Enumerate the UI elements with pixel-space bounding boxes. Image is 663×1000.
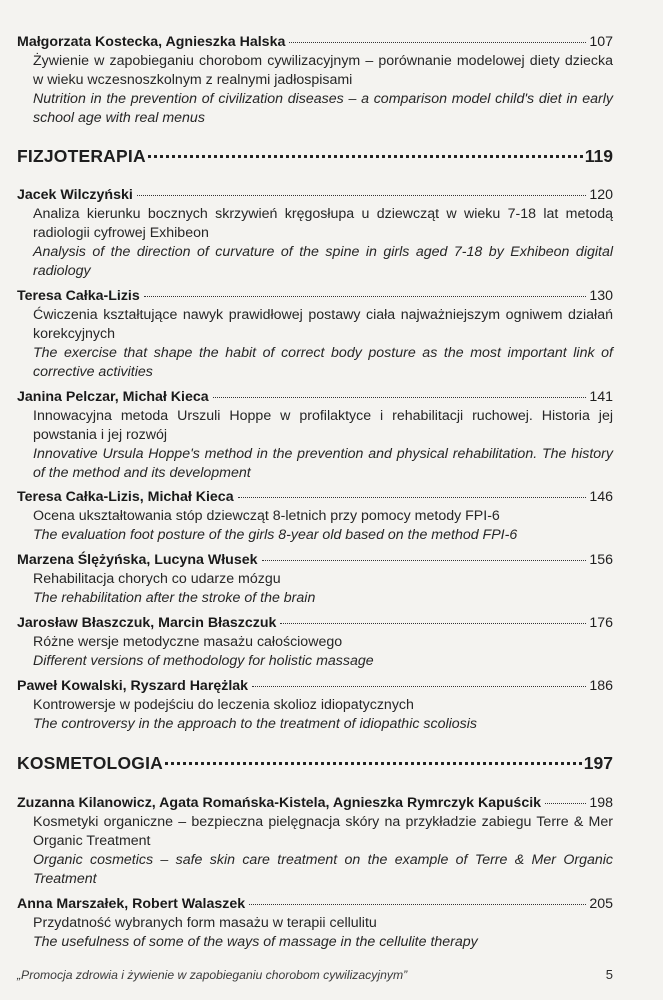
section-title: FIZJOTERAPIA: [17, 146, 146, 166]
entry-title-pl: Rehabilitacja chorych co udarze mózgu: [33, 571, 281, 587]
entry-title-en: The controversy in the approach to the treatment of idiopathic scoliosis: [33, 716, 477, 732]
entry-title-pl: Kosmetyki organiczne – bezpieczna pielęgnacja skóry na przykładzie zabiegu Terre & Mer Organic Treatment: [33, 814, 613, 849]
entry-authors: Małgorzata Kostecka, Agnieszka Halska: [17, 34, 286, 50]
leader-dots: [213, 397, 587, 398]
section-page-number: 197: [583, 753, 613, 773]
toc-entry: [17, 895, 613, 952]
entry-title-en: Organic cosmetics – safe skin care treatment on the example of Terre & Mer Organic Treatment: [33, 852, 613, 887]
entry-page-number: 130: [589, 288, 613, 304]
page-footer: [17, 967, 613, 982]
entry-page-number: 176: [589, 615, 613, 631]
entry-title-pl: Analiza kierunku bocznych skrzywień kręgosłupa u dziewcząt w wieku 7-18 lat metodą radiologii cyfrowej Exhibeon: [33, 206, 613, 241]
footer-running-title: „Promocja zdrowia i żywienie w zapobieganiu chorobom cywilizacyjnym”: [17, 968, 408, 982]
entry-title-pl: Różne wersje metodyczne masażu całościowego: [33, 634, 343, 650]
leader-dots: [144, 296, 587, 297]
entry-title-pl: Kontrowersje w podejściu do leczenia skolioz idiopatycznych: [33, 697, 414, 713]
leader-dots: [280, 623, 586, 624]
entry-title-en: The exercise that shape the habit of correct body posture as the most important link of corrective activities: [33, 345, 613, 380]
entry-title-en: Innovative Ursula Hoppe's method in the prevention and physical rehabilitation. The history of the method and its development: [33, 446, 613, 481]
entry-authors: Teresa Całka-Lizis, Michał Kieca: [17, 489, 234, 505]
toc-entry: [17, 186, 613, 281]
entry-page-number: 141: [589, 389, 613, 405]
toc-entry: [17, 551, 613, 608]
entry-title-pl: Przydatność wybranych form masażu w terapii cellulitu: [33, 915, 377, 931]
leader-dots: [165, 762, 582, 765]
entry-authors: Janina Pelczar, Michał Kieca: [17, 389, 209, 405]
entry-title-en: Different versions of methodology for holistic massage: [33, 653, 374, 669]
entry-page-number: 120: [589, 187, 613, 203]
entry-page-number: 198: [589, 795, 613, 811]
entry-authors: Paweł Kowalski, Ryszard Harężlak: [17, 678, 249, 694]
entry-title-en: Analysis of the direction of curvature of the spine in girls aged 7-18 by Exhibeon digital radiology: [33, 244, 613, 279]
toc-entry: [17, 33, 613, 128]
leader-dots: [148, 155, 583, 158]
entry-authors: Marzena Ślężyńska, Lucyna Włusek: [17, 552, 258, 568]
entry-title-pl: Innowacyjna metoda Urszuli Hoppe w profilaktyce i rehabilitacji ruchowej. Historia jej powstania i jej rozwój: [33, 408, 613, 443]
entry-authors: Anna Marszałek, Robert Walaszek: [17, 896, 246, 912]
toc-entry: [17, 677, 613, 734]
entry-title-en: The evaluation foot posture of the girls 8-year old based on the method FPI-6: [33, 527, 518, 543]
leader-dots: [252, 686, 586, 687]
leader-dots: [289, 42, 586, 43]
entry-title-en: The usefulness of some of the ways of massage in the cellulite therapy: [33, 934, 478, 950]
entry-page-number: 146: [589, 489, 613, 505]
leader-dots: [238, 497, 587, 498]
leader-dots: [249, 904, 586, 905]
entry-title-pl: Żywienie w zapobieganiu chorobom cywilizacyjnym – porównanie modelowej diety dziecka w wieku wczesnoszkolnym z realnymi jadłospisami: [33, 53, 613, 88]
footer-page-number: 5: [605, 967, 613, 982]
leader-dots: [545, 803, 586, 804]
toc-entry: [17, 488, 613, 545]
entry-authors: Zuzanna Kilanowicz, Agata Romańska-Kistela, Agnieszka Rymrczyk Kapuścik: [17, 795, 542, 811]
entry-page-number: 186: [589, 678, 613, 694]
section-page-number: 119: [584, 146, 613, 166]
entry-title-pl: Ocena ukształtowania stóp dziewcząt 8-letnich przy pomocy metody FPI-6: [33, 508, 500, 524]
section-heading: [17, 146, 613, 167]
entry-page-number: 156: [589, 552, 613, 568]
section-heading: [17, 753, 613, 774]
leader-dots: [137, 195, 587, 196]
entry-authors: Jarosław Błaszczuk, Marcin Błaszczuk: [17, 615, 277, 631]
leader-dots: [262, 560, 587, 561]
toc-entry: [17, 794, 613, 889]
toc-entry: [17, 614, 613, 671]
entry-page-number: 205: [589, 896, 613, 912]
toc-entry: [17, 388, 613, 483]
toc-entry: [17, 287, 613, 382]
entry-title-pl: Ćwiczenia kształtujące nawyk prawidłowej postawy ciała najważniejszym ogniwem działań korekcyjnych: [33, 307, 613, 342]
entry-title-en: The rehabilitation after the stroke of the brain: [33, 590, 316, 606]
entry-title-en: Nutrition in the prevention of civilization diseases – a comparison model child's diet in early school age with real menus: [33, 91, 613, 126]
section-title: KOSMETOLOGIA: [17, 753, 163, 773]
entry-page-number: 107: [589, 34, 613, 50]
entry-authors: Jacek Wilczyński: [17, 187, 133, 203]
entry-authors: Teresa Całka-Lizis: [17, 288, 140, 304]
